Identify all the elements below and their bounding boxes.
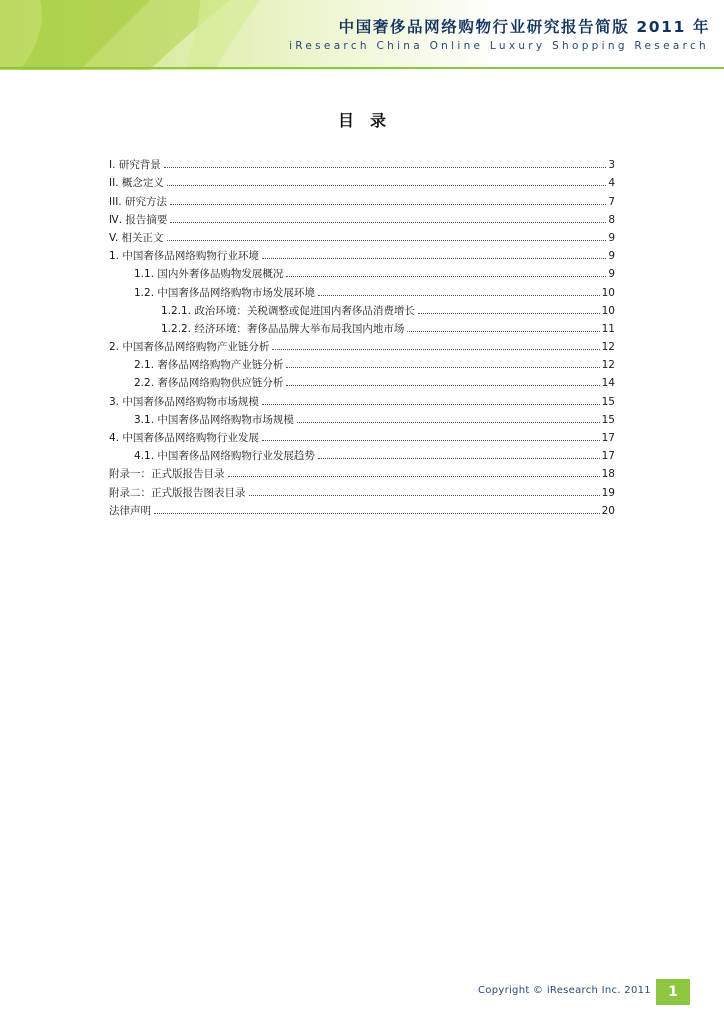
toc-leader-dots	[154, 513, 600, 514]
toc-entry-label: 附录二：正式版报告图表目录	[109, 486, 246, 499]
toc-entry-label: 4. 中国奢侈品网络购物行业发展	[109, 432, 259, 444]
toc-entry-page: 3	[608, 159, 615, 172]
toc-entry-label: 附录一：正式版报告目录	[109, 468, 225, 481]
toc-entry-label: V. 相关正文	[109, 231, 164, 244]
toc-entry[interactable]	[109, 463, 615, 481]
toc-leader-dots	[228, 476, 600, 477]
toc-entry-page: 20	[601, 504, 615, 517]
toc-entry[interactable]	[109, 445, 615, 463]
toc-leader-dots	[418, 313, 600, 314]
toc-entry[interactable]	[109, 227, 615, 245]
toc-entry[interactable]	[109, 300, 615, 318]
toc-list	[109, 154, 615, 518]
toc-entry[interactable]	[109, 336, 615, 354]
toc-entry[interactable]	[109, 154, 615, 172]
toc-leader-dots	[286, 367, 599, 368]
toc-entry-page: 12	[601, 341, 615, 354]
toc-leader-dots	[318, 458, 600, 459]
toc-leader-dots	[249, 495, 600, 496]
toc-entry-label: II. 概念定义	[109, 177, 164, 190]
toc-entry[interactable]	[109, 372, 615, 390]
toc-entry[interactable]	[109, 190, 615, 208]
toc-entry-page: 7	[608, 195, 615, 208]
toc-entry-label: I. 研究背景	[109, 159, 161, 172]
toc-entry-page: 10	[601, 304, 615, 317]
toc-leader-dots	[272, 349, 599, 350]
header-title: 中国奢侈品网络购物行业研究报告简版 2011 年	[338, 18, 710, 36]
toc-entry-label: 2. 中国奢侈品网络购物产业链分析	[109, 341, 270, 354]
page-number-badge: 1	[656, 979, 690, 1005]
toc-entry[interactable]	[109, 390, 615, 408]
toc-entry[interactable]	[109, 481, 615, 499]
toc-entry-page: 4	[608, 177, 615, 190]
toc-entry-label: Ⅳ. 报告摘要	[109, 213, 168, 226]
toc-entry[interactable]	[109, 172, 615, 190]
toc-leader-dots	[262, 440, 600, 441]
toc-entry-page: 17	[601, 450, 615, 463]
toc-entry-page: 15	[601, 395, 615, 408]
toc-leader-dots	[318, 295, 600, 296]
toc-entry-label: 2.1. 奢侈品网络购物产业链分析	[134, 359, 284, 372]
toc-entry[interactable]	[109, 318, 615, 336]
toc-entry-page: 15	[601, 413, 615, 426]
toc-entry-page: 12	[601, 359, 615, 372]
toc-entry-page: 17	[601, 432, 615, 444]
toc-leader-dots	[167, 240, 607, 241]
toc-leader-dots	[286, 276, 606, 277]
toc-entry-page: 9	[608, 268, 615, 281]
toc-leader-dots	[164, 167, 607, 168]
toc-leader-dots	[262, 404, 600, 405]
toc-entry-page: 18	[601, 468, 615, 481]
footer-copyright: Copyright © iResearch Inc. 2011	[478, 985, 651, 996]
toc-entry-page: 14	[601, 377, 615, 390]
toc-leader-dots	[297, 422, 600, 423]
toc-entry-label: 1. 中国奢侈品网络购物行业环境	[109, 250, 259, 263]
toc-entry-page: 9	[608, 250, 615, 263]
toc-entry[interactable]	[109, 354, 615, 372]
toc-entry-label: 1.2.1. 政治环境：关税调整或促进国内奢侈品消费增长	[161, 304, 415, 317]
toc-entry-label: 3.1. 中国奢侈品网络购物市场规模	[134, 413, 294, 426]
toc-leader-dots	[170, 204, 606, 205]
toc-entry-label: 2.2. 奢侈品网络购物供应链分析	[134, 377, 284, 390]
toc-leader-dots	[167, 185, 606, 186]
toc-entry-label: 1.2.2. 经济环境：奢侈品品牌大举布局我国内地市场	[161, 322, 405, 335]
toc-entry-page: 11	[601, 322, 615, 335]
toc-leader-dots	[170, 222, 606, 223]
toc-entry-page: 9	[608, 231, 615, 244]
header-subtitle: iResearch China Online Luxury Shopping Research	[289, 40, 709, 52]
toc-leader-dots	[286, 385, 599, 386]
toc-leader-dots	[262, 258, 606, 259]
toc-entry-page: 10	[601, 286, 615, 299]
toc-entry[interactable]	[109, 281, 615, 299]
toc-entry[interactable]	[109, 245, 615, 263]
toc-entry-label: 1.2. 中国奢侈品网络购物市场发展环境	[134, 286, 315, 299]
toc-entry-label: 3. 中国奢侈品网络购物市场规模	[109, 395, 259, 408]
page-header	[0, 0, 724, 70]
toc-entry-label: 法律声明	[109, 504, 151, 517]
toc-heading: 目录	[337, 111, 402, 130]
toc-entry[interactable]	[109, 409, 615, 427]
toc-entry[interactable]	[109, 263, 615, 281]
toc-entry-label: 4.1. 中国奢侈品网络购物行业发展趋势	[134, 450, 315, 463]
toc-entry[interactable]	[109, 427, 615, 445]
toc-entry[interactable]	[109, 500, 615, 518]
toc-entry-page: 8	[608, 213, 615, 226]
toc-entry[interactable]	[109, 209, 615, 227]
toc-entry-label: 1.1. 国内外奢侈品购物发展概况	[134, 268, 284, 281]
toc-leader-dots	[407, 331, 599, 332]
toc-entry-page: 19	[601, 486, 615, 499]
toc-entry-label: III. 研究方法	[109, 195, 167, 208]
